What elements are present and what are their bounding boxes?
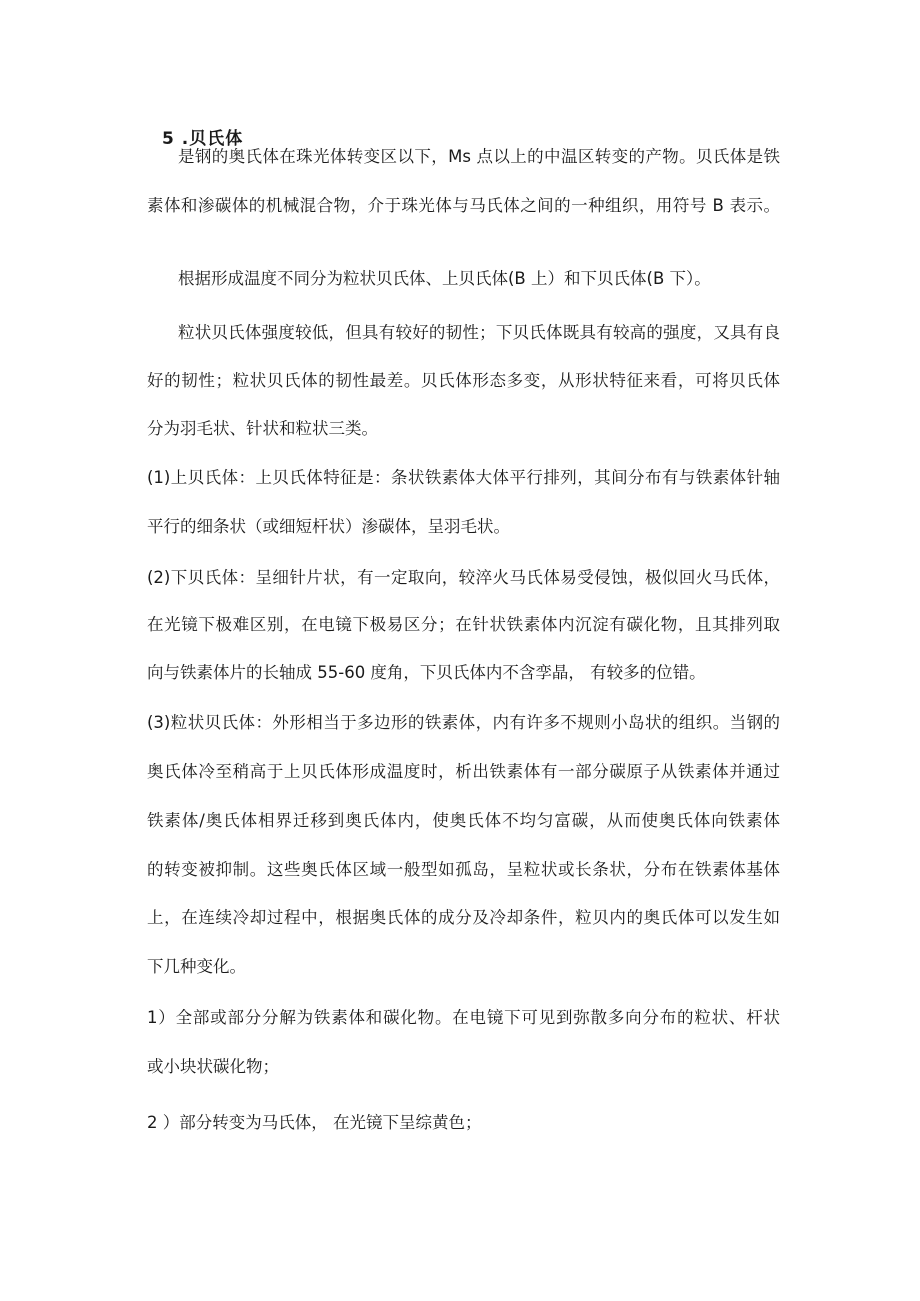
text-line: 好的韧性；粒状贝氏体的韧性最差。贝氏体形态多变，从形状特征来看，可将贝氏体 <box>147 371 780 390</box>
text-line: 在光镜下极难区别，在电镜下极易区分；在针状铁素体内沉淀有碳化物，且其排列取 <box>147 615 780 634</box>
text-line: 粒状贝氏体强度较低，但具有较好的韧性；下贝氏体既具有较高的强度，又具有良 <box>178 323 780 342</box>
text-line: 的转变被抑制。这些奥氏体区域一般型如孤岛，呈粒状或长条状，分布在铁素体基体 <box>147 860 780 879</box>
text-line: 素体和渗碳体的机械混合物，介于珠光体与马氏体之间的一种组织，用符号 B 表示。 <box>147 196 780 215</box>
text-line: 奥氏体冷至稍高于上贝氏体形成温度时，析出铁素体有一部分碳原子从铁素体并通过 <box>147 762 780 781</box>
text-line: (3)粒状贝氏体：外形相当于多边形的铁素体，内有许多不规则小岛状的组织。当钢的 <box>147 713 780 732</box>
text-line: 1）全部或部分分解为铁素体和碳化物。在电镜下可见到弥散多向分布的粒状、杆状 <box>147 1008 780 1027</box>
text-line: (2)下贝氏体：呈细针片状，有一定取向，较淬火马氏体易受侵蚀，极似回火马氏体， <box>147 568 780 587</box>
text-line: 根据形成温度不同分为粒状贝氏体、上贝氏体(B 上）和下贝氏体(B 下）。 <box>178 269 711 288</box>
text-line: 分为羽毛状、针状和粒状三类。 <box>147 419 378 438</box>
text-line: 或小块状碳化物； <box>147 1057 279 1076</box>
section-heading: 5 .贝氏体 <box>162 129 244 149</box>
text-line: 是钢的奥氏体在珠光体转变区以下，Ms 点以上的中温区转变的产物。贝氏体是铁 <box>178 147 780 166</box>
text-line: 向与铁素体片的长轴成 55-60 度角，下贝氏体内不含孪晶， 有较多的位错。 <box>147 663 706 682</box>
text-line: 平行的细条状（或细短杆状）渗碳体，呈羽毛状。 <box>147 517 510 536</box>
text-line: (1)上贝氏体：上贝氏体特征是：条状铁素体大体平行排列，其间分布有与铁素体针轴 <box>147 468 780 487</box>
text-line: 2 ）部分转变为马氏体， 在光镜下呈综黄色； <box>147 1113 482 1132</box>
text-line: 铁素体/奥氏体相界迁移到奥氏体内，使奥氏体不均匀富碳，从而使奥氏体向铁素体 <box>147 811 780 830</box>
text-line: 上，在连续冷却过程中，根据奥氏体的成分及冷却条件，粒贝内的奥氏体可以发生如 <box>147 908 780 927</box>
text-line: 下几种变化。 <box>147 957 246 976</box>
